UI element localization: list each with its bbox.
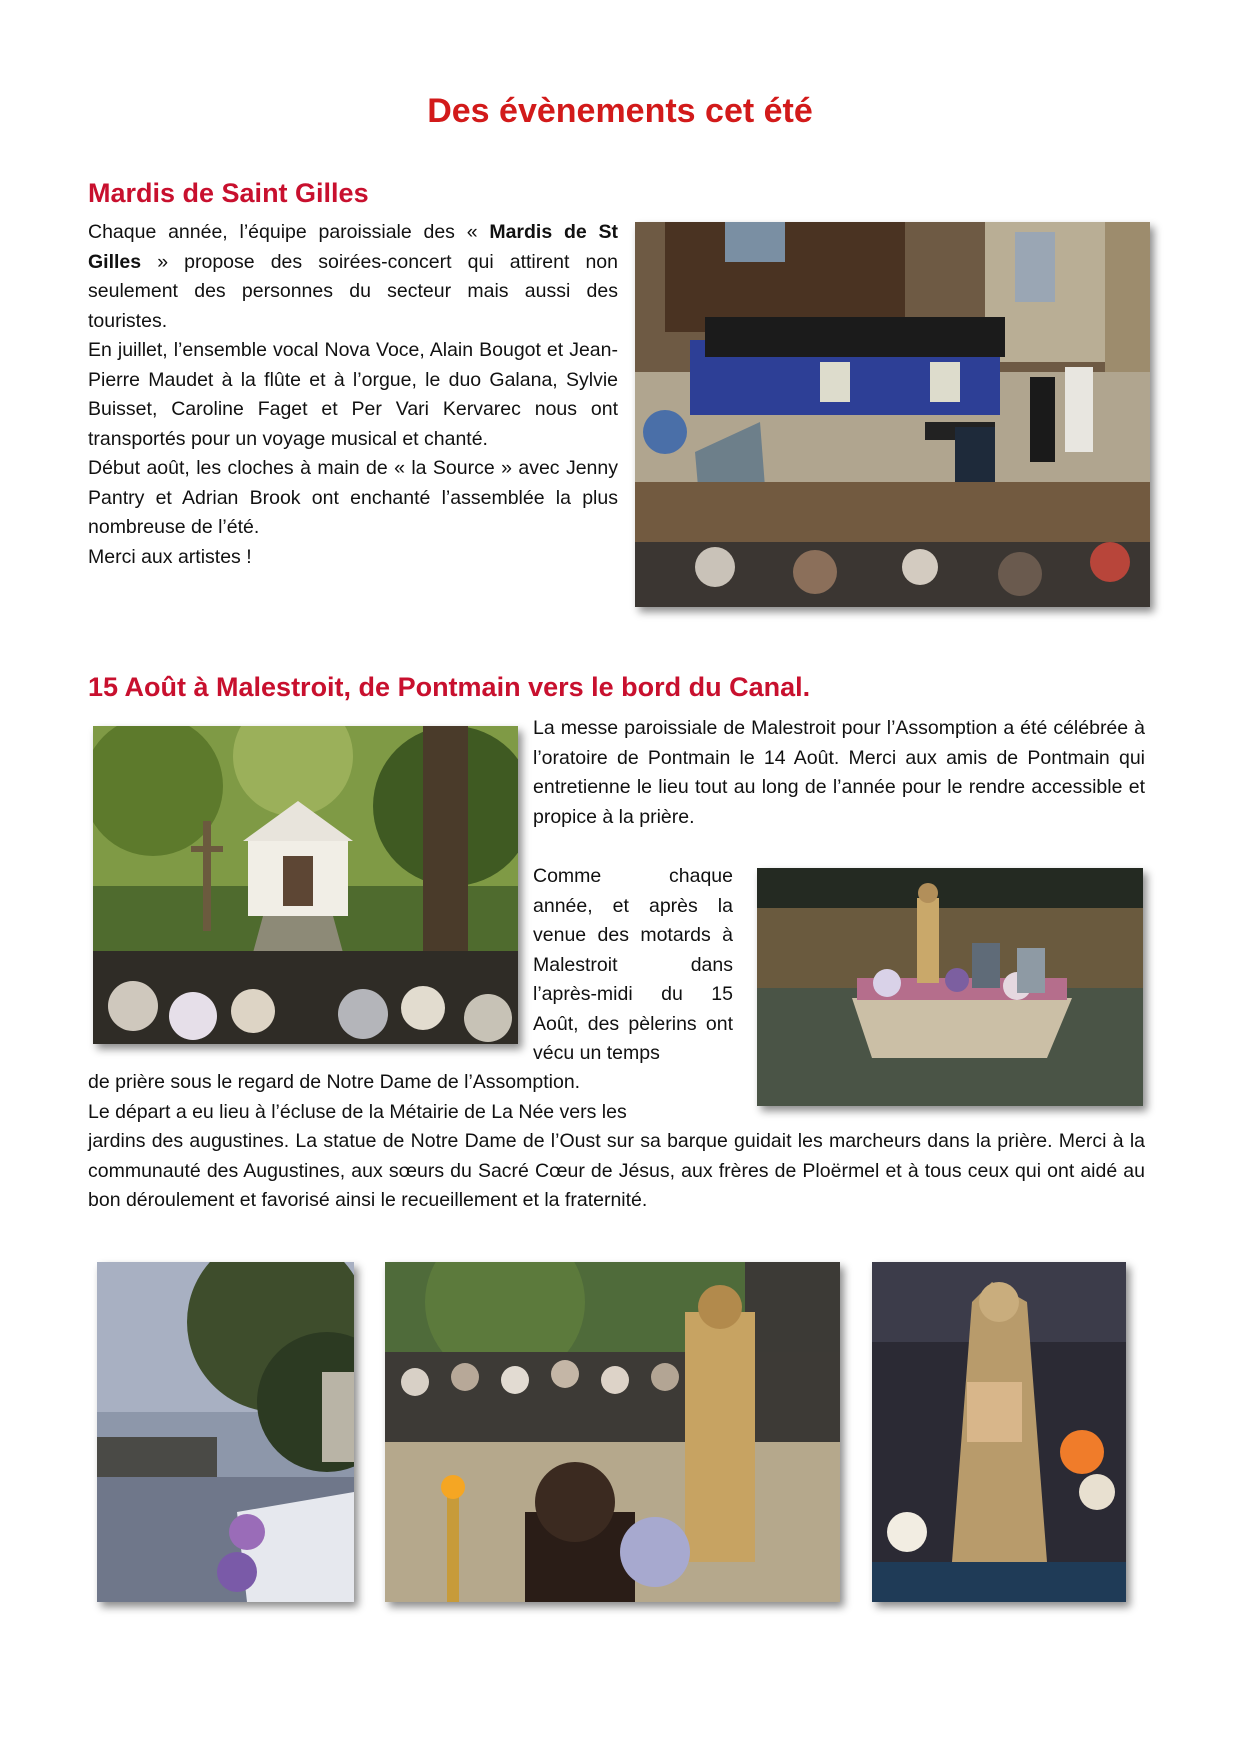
text-run: Chaque année, l’équipe paroissiale des « xyxy=(88,221,490,243)
section-15-aout-closing xyxy=(88,1127,1145,1216)
paragraph xyxy=(88,218,618,336)
procession-gathering-photo xyxy=(385,1262,840,1602)
section-heading-15-aout: 15 Août à Malestroit, de Pontmain vers le bord du Canal. xyxy=(88,672,811,702)
notre-dame-statue-photo xyxy=(872,1262,1126,1602)
paragraph: de prière sous le regard de Notre Dame de l’Assomption. xyxy=(88,1071,581,1093)
paragraph: La messe paroissiale de Malestroit pour l’Assomption a été célébrée à l’oratoire de Pontmain le 14 Août. Merci aux amis de Pontmain qui entretienne le lieu tout au long de l’année pour le rendre accessible et propice à la prière. xyxy=(533,717,1145,828)
pontmain-oratory-photo xyxy=(93,726,518,1044)
section-15-aout-narrow-text xyxy=(533,862,733,1069)
section-mardis-text xyxy=(88,218,618,572)
paragraph: Le départ a eu lieu à l’écluse de la Métairie de La Née vers les xyxy=(88,1100,627,1123)
paragraph: jardins des augustines. La statue de Notre Dame de l’Oust sur sa barque guidait les marcheurs dans la prière. Merci à la communauté des Augustines, aux sœurs du Sacré Cœur de Jésus, aux frères de Ploërmel et à tous ceux qui ont aidé au bon déroulement et favorisé ainsi le recueillement et la fraternité. xyxy=(88,1130,1145,1211)
bold-text: Mardis de St Gilles xyxy=(88,221,618,273)
page-title: Des évènements cet été xyxy=(427,92,813,130)
text-run: » propose des soirées-concert qui attirent non seulement des personnes du secteur mais aussi des touristes. xyxy=(88,250,618,332)
paragraph: Comme chaque année, et après la venue des motards à Malestroit dans l’après-midi du 15 Août, des pèlerins ont vécu un temps xyxy=(533,865,733,1064)
paragraph: Début août, les cloches à main de « la Source » avec Jenny Pantry et Adrian Brook ont enchanté l’assemblée la plus nombreuse de l’été. xyxy=(88,457,618,538)
canal-photo xyxy=(97,1262,354,1602)
paragraph: Merci aux artistes ! xyxy=(88,545,252,568)
concert-photo xyxy=(635,222,1150,607)
section-15-aout-intro xyxy=(533,714,1145,832)
paragraph: En juillet, l’ensemble vocal Nova Voce, Alain Bougot et Jean-Pierre Maudet à la flûte et à l’orgue, le duo Galana, Sylvie Buisset, Caroline Faget et Per Vari Kervarec nous ont transportés pour un voyage musical et chanté. xyxy=(88,339,618,450)
section-15-aout-line xyxy=(88,1068,750,1127)
section-heading-mardis: Mardis de Saint Gilles xyxy=(88,178,369,208)
boat-statue-photo xyxy=(757,868,1143,1106)
